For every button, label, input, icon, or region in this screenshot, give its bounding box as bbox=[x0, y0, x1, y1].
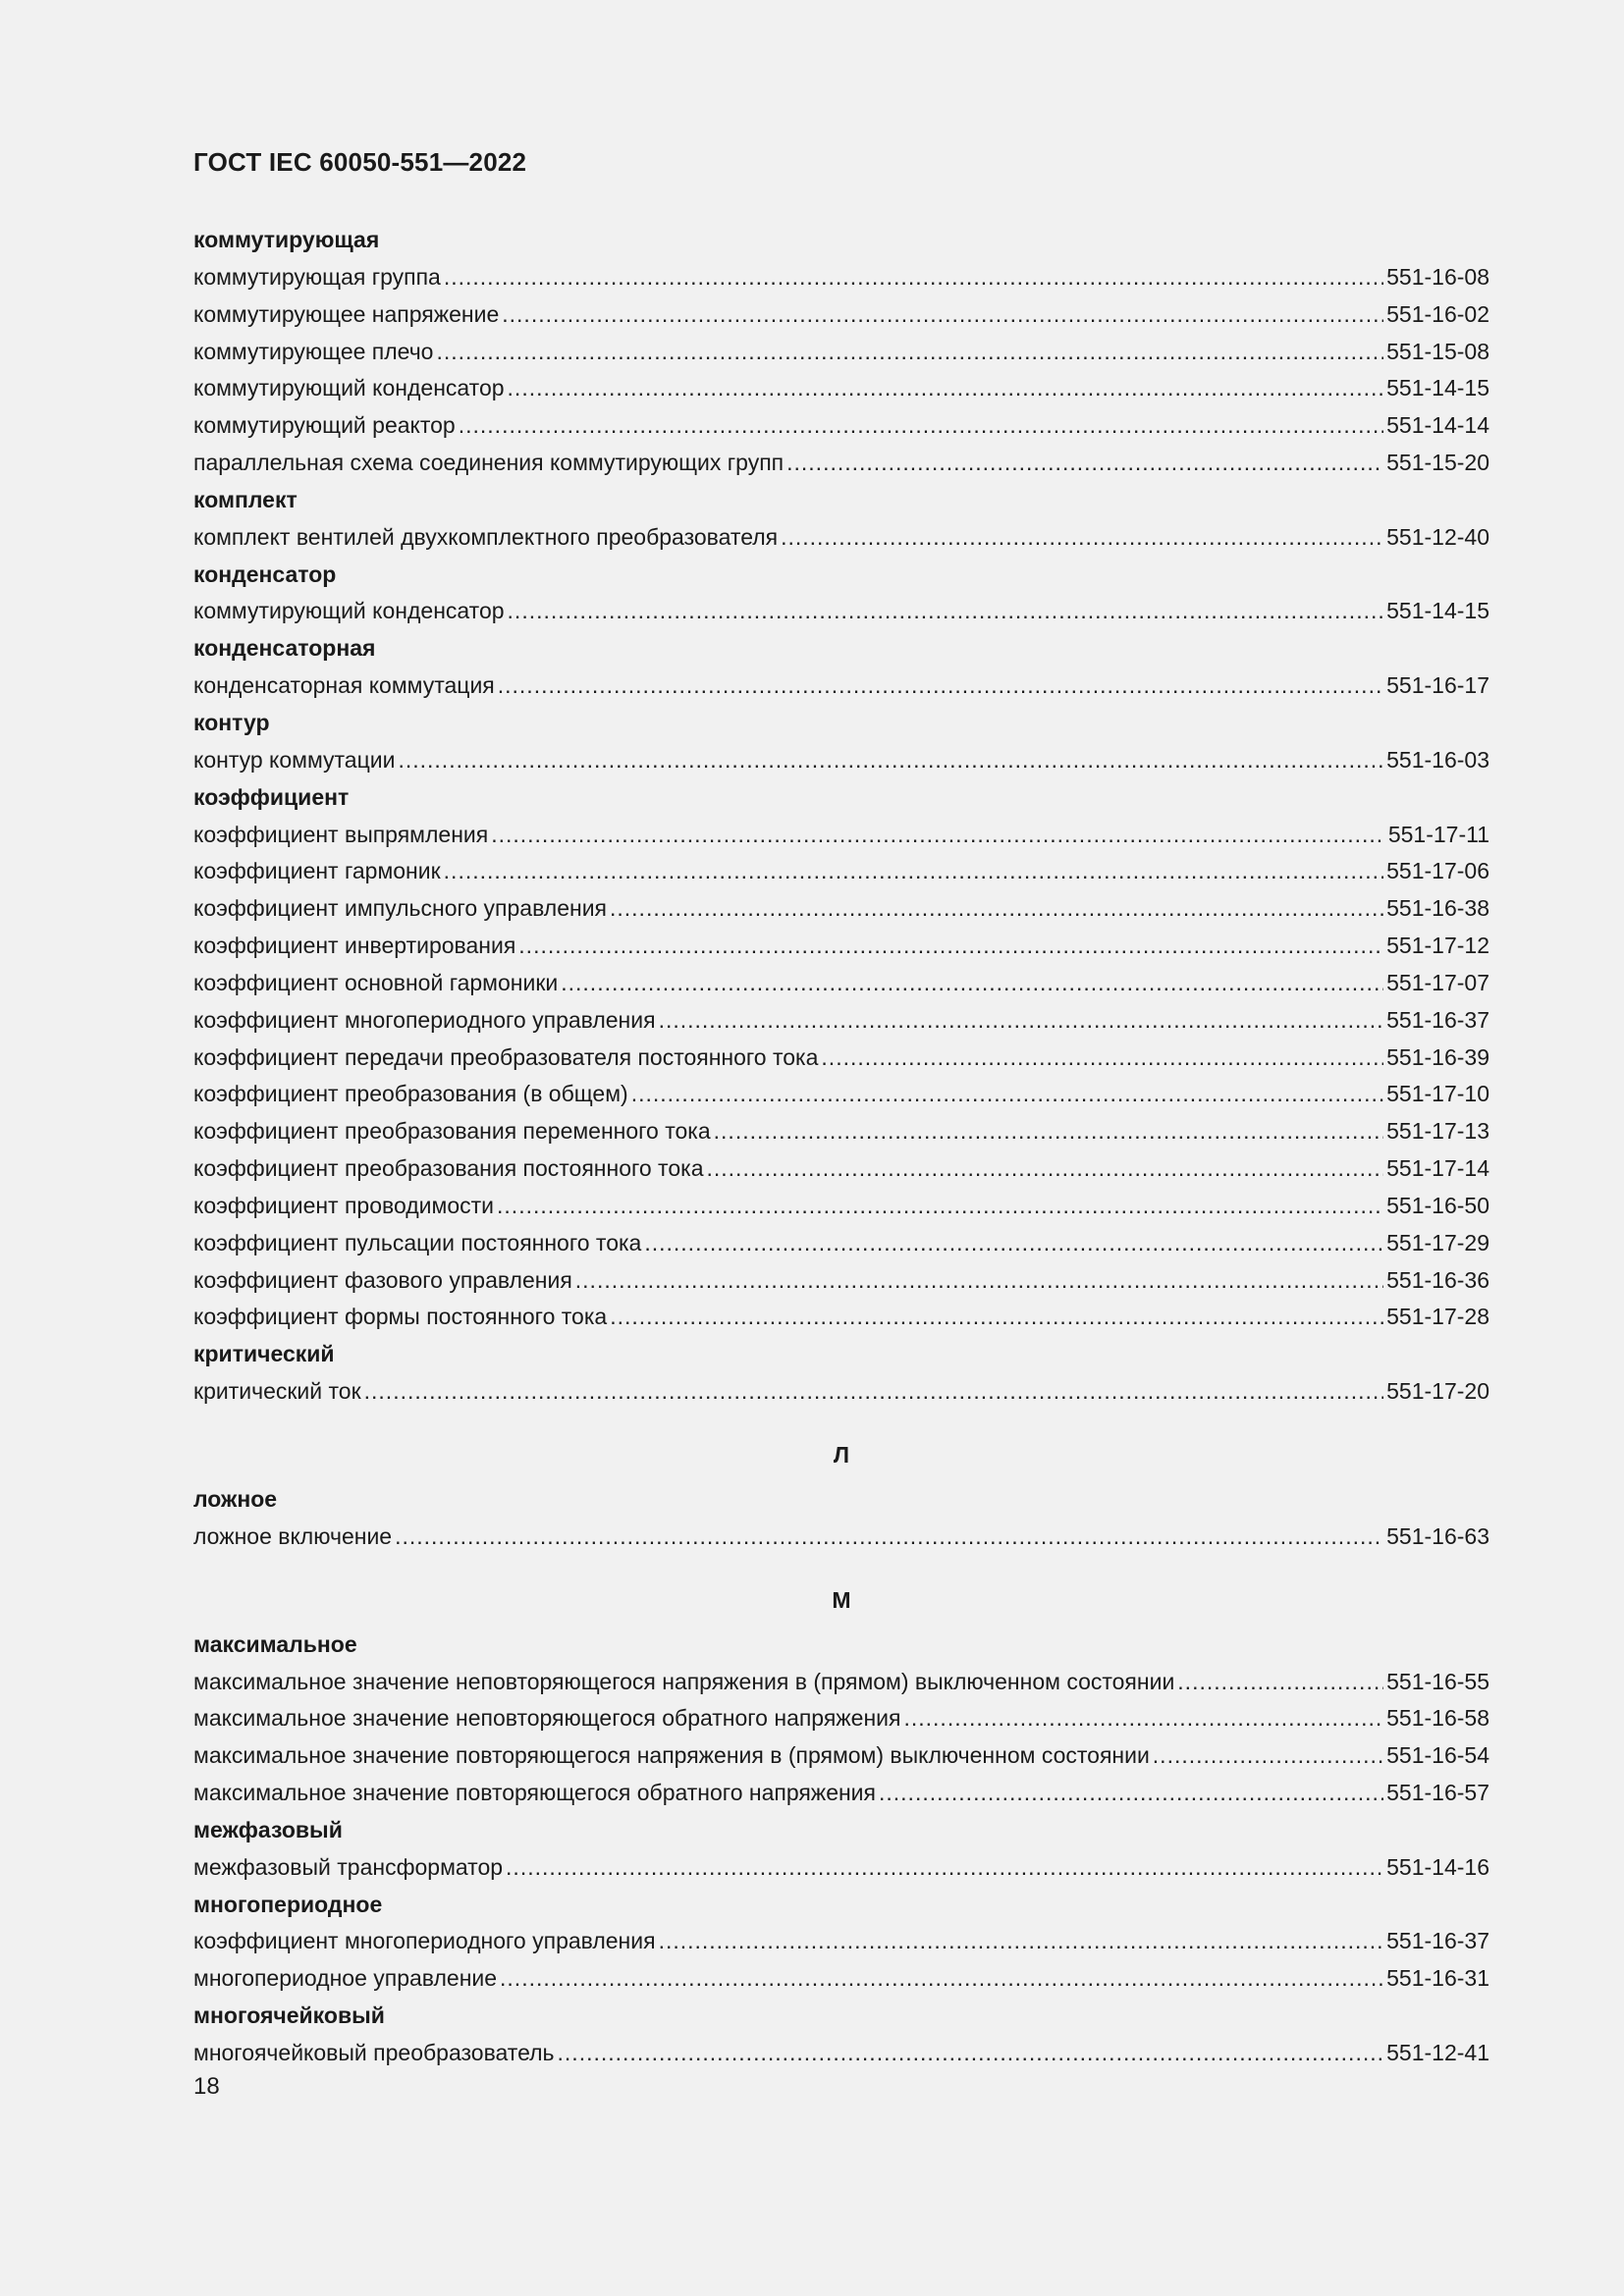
index-entry bbox=[193, 1188, 1489, 1225]
dot-leader bbox=[714, 1113, 1383, 1150]
entry-reference: 551-16-63 bbox=[1386, 1522, 1489, 1549]
entry-reference: 551-17-11 bbox=[1387, 821, 1489, 847]
index-heading: коммутирующая bbox=[193, 227, 380, 252]
index-heading: ложное bbox=[193, 1486, 278, 1512]
entry-reference: 551-16-38 bbox=[1386, 895, 1489, 922]
index-entry bbox=[193, 1076, 1489, 1113]
entry-reference: 551-16-50 bbox=[1386, 1192, 1489, 1218]
entry-term: коммутирующая группа bbox=[193, 263, 441, 290]
entry-term: максимальное значение повторяющегося обратного напряжения bbox=[193, 1780, 876, 1806]
entry-reference: 551-17-06 bbox=[1386, 858, 1489, 884]
index-entry bbox=[193, 817, 1489, 854]
entry-term: коэффициент гармоник bbox=[193, 858, 441, 884]
dot-leader bbox=[575, 1262, 1383, 1300]
index-entry bbox=[193, 667, 1489, 705]
dot-leader bbox=[502, 296, 1383, 334]
entry-term: контур коммутации bbox=[193, 746, 396, 773]
dot-leader bbox=[1177, 1664, 1383, 1701]
index-entry bbox=[193, 1960, 1489, 1998]
entry-reference: 551-15-20 bbox=[1386, 450, 1489, 476]
dot-leader bbox=[497, 1188, 1383, 1225]
index-heading: критический bbox=[193, 1341, 335, 1367]
index-heading: многоячейковый bbox=[193, 2002, 385, 2029]
index-heading: многопериодное bbox=[193, 1891, 383, 1917]
index-heading: конденсатор bbox=[193, 561, 337, 587]
dot-leader bbox=[498, 667, 1383, 705]
index-entry bbox=[193, 1262, 1489, 1300]
dot-leader bbox=[444, 853, 1383, 890]
entry-reference: 551-16-02 bbox=[1386, 300, 1489, 327]
entry-term: комплект вентилей двухкомплектного преобразователя bbox=[193, 523, 779, 550]
index-heading: контур bbox=[193, 709, 270, 735]
index-heading: межфазовый bbox=[193, 1816, 343, 1842]
entry-reference: 551-15-08 bbox=[1386, 338, 1489, 364]
letter-divider: М bbox=[832, 1586, 851, 1613]
index-entry bbox=[193, 1775, 1489, 1812]
index-entry bbox=[193, 742, 1489, 779]
dot-leader bbox=[786, 445, 1383, 482]
dot-leader bbox=[610, 1299, 1383, 1336]
entry-term: коэффициент пульсации постоянного тока bbox=[193, 1229, 642, 1255]
entry-term: коэффициент передачи преобразователя постоянного тока bbox=[193, 1043, 819, 1070]
dot-leader bbox=[444, 259, 1383, 296]
index-entry bbox=[193, 965, 1489, 1002]
entry-reference: 551-16-58 bbox=[1386, 1705, 1489, 1732]
entry-term: коэффициент проводимости bbox=[193, 1192, 495, 1218]
dot-leader bbox=[506, 1849, 1383, 1887]
entry-term: коэффициент импульсного управления bbox=[193, 895, 607, 922]
dot-leader bbox=[659, 1002, 1384, 1040]
index-entry bbox=[193, 1299, 1489, 1336]
entry-reference: 551-14-15 bbox=[1386, 375, 1489, 401]
entry-term: максимальное значение неповторяющегося обратного напряжения bbox=[193, 1705, 901, 1732]
entry-reference: 551-17-28 bbox=[1386, 1304, 1489, 1330]
entry-reference: 551-17-13 bbox=[1386, 1118, 1489, 1145]
index-entry bbox=[193, 296, 1489, 334]
entry-reference: 551-16-37 bbox=[1386, 1006, 1489, 1033]
entry-reference: 551-16-08 bbox=[1386, 263, 1489, 290]
dot-leader bbox=[821, 1040, 1383, 1077]
entry-reference: 551-14-15 bbox=[1386, 598, 1489, 624]
index-entry bbox=[193, 1664, 1489, 1701]
entry-reference: 551-16-57 bbox=[1386, 1780, 1489, 1806]
dot-leader bbox=[500, 1960, 1383, 1998]
entry-term: коммутирующий конденсатор bbox=[193, 375, 505, 401]
entry-term: критический ток bbox=[193, 1378, 361, 1405]
dot-leader bbox=[631, 1076, 1383, 1113]
dot-leader bbox=[644, 1225, 1383, 1262]
dot-leader bbox=[491, 817, 1385, 854]
index-heading: конденсаторная bbox=[193, 635, 376, 662]
entry-reference: 551-16-03 bbox=[1386, 746, 1489, 773]
index-heading: комплект bbox=[193, 486, 298, 512]
entry-reference: 551-17-07 bbox=[1386, 969, 1489, 995]
dot-leader bbox=[508, 370, 1384, 407]
index-entry bbox=[193, 890, 1489, 928]
entry-term: коэффициент преобразования переменного тока bbox=[193, 1118, 711, 1145]
dot-leader bbox=[707, 1150, 1384, 1188]
entry-term: межфазовый трансформатор bbox=[193, 1853, 504, 1880]
page-header: ГОСТ IEC 60050-551—2022 bbox=[193, 147, 527, 177]
entry-reference: 551-17-10 bbox=[1386, 1081, 1489, 1107]
dot-leader bbox=[436, 334, 1383, 371]
dot-leader bbox=[508, 593, 1384, 630]
entry-reference: 551-16-36 bbox=[1386, 1266, 1489, 1293]
entry-reference: 551-12-41 bbox=[1386, 2039, 1489, 2065]
index-entry bbox=[193, 1040, 1489, 1077]
entry-term: многопериодное управление bbox=[193, 1965, 498, 1992]
index-entry bbox=[193, 1737, 1489, 1775]
index-heading: максимальное bbox=[193, 1630, 357, 1657]
entry-reference: 551-16-54 bbox=[1386, 1742, 1489, 1769]
entry-term: коэффициент формы постоянного тока bbox=[193, 1304, 608, 1330]
entry-reference: 551-14-14 bbox=[1386, 412, 1489, 439]
index-entry bbox=[193, 1113, 1489, 1150]
letter-divider: Л bbox=[833, 1442, 850, 1468]
dot-leader bbox=[610, 890, 1383, 928]
index-entry bbox=[193, 1849, 1489, 1887]
entry-reference: 551-17-12 bbox=[1386, 933, 1489, 959]
entry-term: многоячейковый преобразователь bbox=[193, 2039, 555, 2065]
entry-reference: 551-12-40 bbox=[1386, 523, 1489, 550]
index-entry bbox=[193, 334, 1489, 371]
index-entry bbox=[193, 1002, 1489, 1040]
dot-leader bbox=[879, 1775, 1383, 1812]
dot-leader bbox=[903, 1700, 1383, 1737]
index-entry bbox=[193, 1225, 1489, 1262]
dot-leader bbox=[781, 519, 1383, 557]
entry-term: коэффициент выпрямления bbox=[193, 821, 489, 847]
entry-term: конденсаторная коммутация bbox=[193, 672, 495, 699]
dot-leader bbox=[518, 928, 1383, 965]
entry-reference: 551-16-37 bbox=[1386, 1928, 1489, 1954]
entry-reference: 551-16-55 bbox=[1386, 1668, 1489, 1694]
dot-leader bbox=[395, 1519, 1383, 1556]
dot-leader bbox=[561, 965, 1383, 1002]
index-entry bbox=[193, 853, 1489, 890]
entry-reference: 551-17-14 bbox=[1386, 1155, 1489, 1182]
entry-term: коммутирующий конденсатор bbox=[193, 598, 505, 624]
entry-term: максимальное значение повторяющегося напряжения в (прямом) выключенном состоянии bbox=[193, 1742, 1150, 1769]
entry-term: ложное включение bbox=[193, 1522, 393, 1549]
entry-term: коэффициент преобразования (в общем) bbox=[193, 1081, 628, 1107]
entry-term: коэффициент преобразования постоянного тока bbox=[193, 1155, 704, 1182]
dot-leader bbox=[1153, 1737, 1383, 1775]
entry-reference: 551-17-29 bbox=[1386, 1229, 1489, 1255]
dot-leader bbox=[459, 407, 1383, 445]
index-heading: коэффициент bbox=[193, 783, 350, 810]
index-entry bbox=[193, 1519, 1489, 1556]
index-entry bbox=[193, 1150, 1489, 1188]
index-entry bbox=[193, 519, 1489, 557]
entry-term: коммутирующее плечо bbox=[193, 338, 434, 364]
index-entry bbox=[193, 593, 1489, 630]
index-entry bbox=[193, 445, 1489, 482]
entry-term: коммутирующее напряжение bbox=[193, 300, 500, 327]
entry-reference: 551-16-39 bbox=[1386, 1043, 1489, 1070]
entry-term: параллельная схема соединения коммутирующих групп bbox=[193, 450, 785, 476]
entry-reference: 551-16-31 bbox=[1386, 1965, 1489, 1992]
index-entry bbox=[193, 407, 1489, 445]
page-number: 18 bbox=[193, 2073, 220, 2100]
dot-leader bbox=[364, 1373, 1384, 1411]
index-list bbox=[193, 222, 1489, 2072]
dot-leader bbox=[558, 2035, 1384, 2072]
entry-term: коэффициент многопериодного управления bbox=[193, 1928, 656, 1954]
index-entry bbox=[193, 1373, 1489, 1411]
index-entry bbox=[193, 259, 1489, 296]
dot-leader bbox=[398, 742, 1383, 779]
entry-term: коммутирующий реактор bbox=[193, 412, 456, 439]
index-entry bbox=[193, 1923, 1489, 1960]
entry-term: коэффициент инвертирования bbox=[193, 933, 516, 959]
entry-term: максимальное значение неповторяющегося напряжения в (прямом) выключенном состоянии bbox=[193, 1668, 1175, 1694]
entry-term: коэффициент многопериодного управления bbox=[193, 1006, 656, 1033]
dot-leader bbox=[659, 1923, 1384, 1960]
entry-term: коэффициент основной гармоники bbox=[193, 969, 559, 995]
entry-reference: 551-14-16 bbox=[1386, 1853, 1489, 1880]
entry-reference: 551-16-17 bbox=[1386, 672, 1489, 699]
entry-reference: 551-17-20 bbox=[1386, 1378, 1489, 1405]
index-entry bbox=[193, 1700, 1489, 1737]
index-entry bbox=[193, 370, 1489, 407]
index-entry bbox=[193, 928, 1489, 965]
index-entry bbox=[193, 2035, 1489, 2072]
entry-term: коэффициент фазового управления bbox=[193, 1266, 572, 1293]
